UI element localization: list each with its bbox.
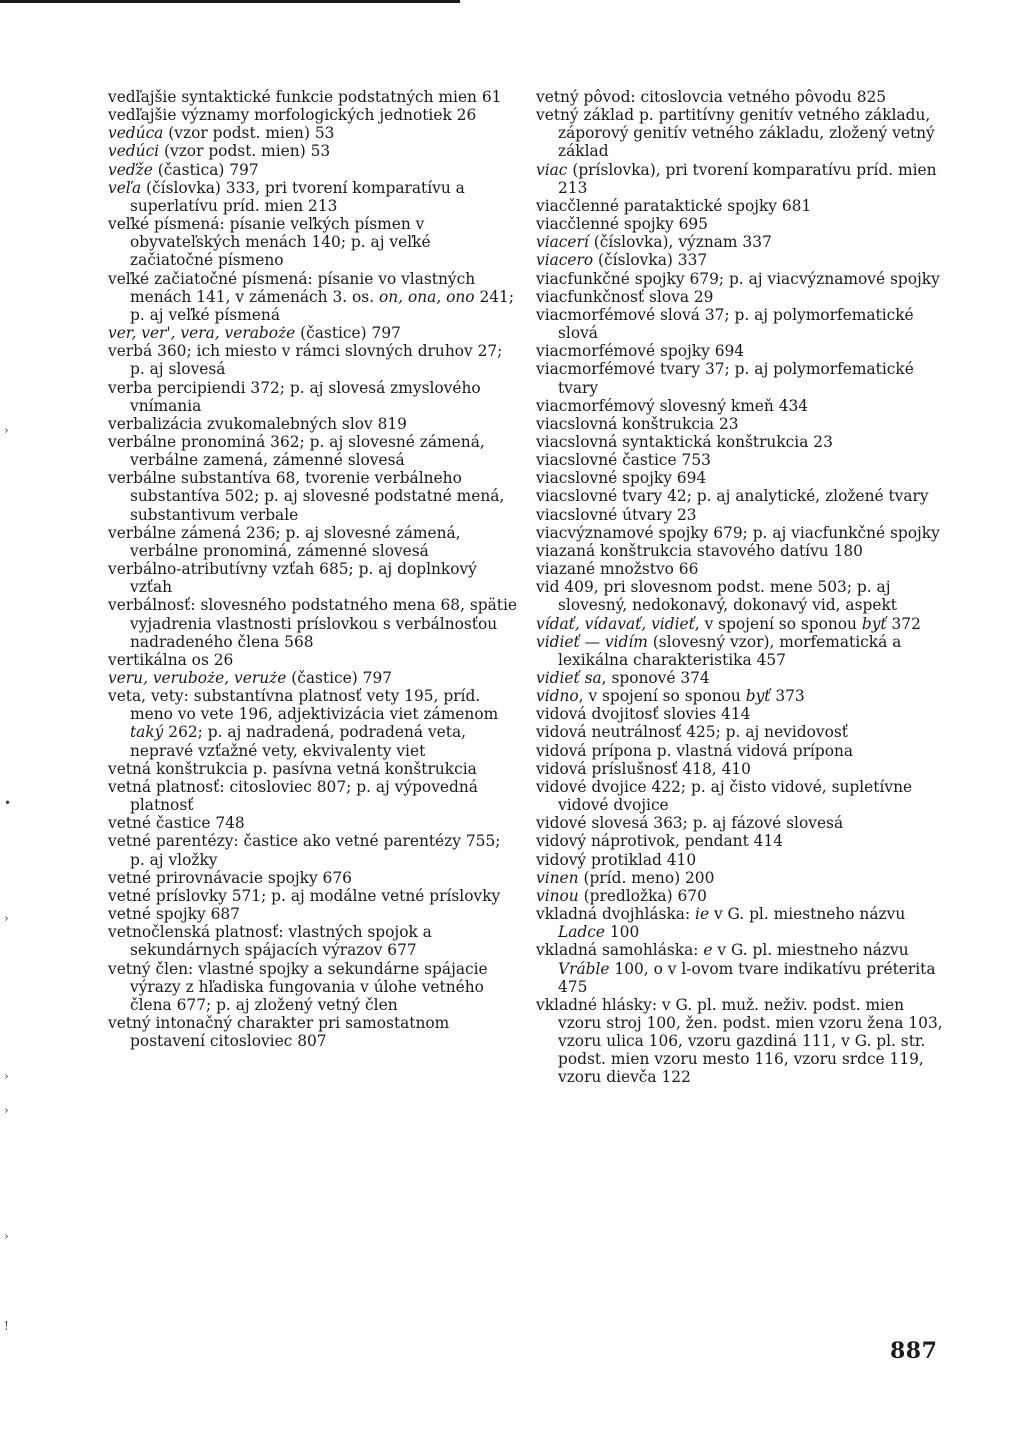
entry-text: (častica) 797: [152, 160, 259, 179]
entry-italic-term: veľa: [108, 178, 142, 197]
index-entry: [536, 197, 946, 215]
index-entry: [536, 705, 946, 723]
entry-italic-term: vedúca: [108, 124, 164, 143]
entry-italic-term: viac: [536, 160, 568, 179]
entry-italic-term: ie: [695, 905, 710, 924]
index-entry: [536, 215, 946, 233]
index-entry: [536, 851, 946, 869]
entry-text: verbá 360; ich miesto v rámci slovných druhov 27; p. aj slovesá: [108, 342, 503, 379]
index-entry: [108, 887, 518, 905]
index-entry: [108, 1014, 518, 1050]
entry-text: viacmorfémový slovesný kmeň 434: [536, 396, 809, 415]
entry-text: viacslovné častice 753: [536, 451, 711, 470]
index-column-left: [108, 88, 518, 1050]
index-entry: [536, 832, 946, 850]
index-entry: [536, 615, 946, 633]
entry-italic-term: Vráble: [558, 959, 610, 978]
index-entry: [108, 324, 518, 342]
entry-text: vidová dvojitosť slovies 414: [536, 705, 751, 724]
entry-italic-term: on, ona, ono: [379, 287, 475, 306]
index-entry: [108, 469, 518, 523]
index-entry: [536, 88, 946, 106]
entry-text: verbálne substantíva 68, tvorenie verbálneho substantíva 502; p. aj slovesné podstatné mená, substantivum verbale: [108, 469, 505, 524]
entry-text: verbálnosť: slovesného podstatného mena 68, spätie vyjadrenia vlastnosti príslovkou s verbálnosťou nadradeného člena 568: [108, 596, 518, 651]
entry-text: viacfunkčné spojky 679; p. aj viacvýznamové spojky: [536, 269, 940, 288]
index-entry: [536, 360, 946, 396]
entry-text: (číslovka) 333, pri tvorení komparatívu a superlatívu príd. mien 213: [130, 178, 465, 215]
entry-text: vetný člen: vlastné spojky a sekundárne spájacie výrazy z hľadiska fungovania v úlohe vetného člena 677; p. aj zložený vetný člen: [108, 959, 488, 1014]
entry-text: (predložka) 670: [578, 886, 707, 905]
index-entry: [536, 397, 946, 415]
entry-text: vetné parentézy: častice ako vetné parentézy 755; p. aj vložky: [108, 832, 501, 869]
margin-mark: ›: [4, 1103, 9, 1117]
index-entry: [536, 760, 946, 778]
index-entry: [536, 814, 946, 832]
entry-italic-term: byť: [745, 687, 771, 706]
entry-text: viacslovná syntaktická konštrukcia 23: [536, 432, 833, 451]
margin-mark: •: [4, 796, 12, 810]
index-entry: [108, 88, 518, 106]
entry-text: (vzor podst. mien) 53: [163, 124, 335, 143]
index-entry: [108, 270, 518, 324]
entry-text: vertikálna os 26: [108, 650, 234, 669]
entry-text: viacslovné tvary 42; p. aj analytické, zložené tvary: [536, 487, 929, 506]
index-entry: [108, 651, 518, 669]
index-entry: [536, 941, 946, 995]
entry-italic-term: veďže: [108, 160, 153, 179]
entry-text: 372: [886, 614, 921, 633]
entry-text: vetné prirovnávacie spojky 676: [108, 868, 352, 887]
entry-text: viacmorfémové slová 37; p. aj polymorfematické slová: [536, 305, 914, 343]
entry-italic-term: vidieť — vidím: [536, 632, 648, 651]
index-entry: [536, 778, 946, 814]
entry-italic-term: veru, veruboże, veruże: [108, 669, 287, 687]
entry-italic-term: vinen: [536, 868, 579, 887]
entry-text: (slovesný vzor), morfematická a lexikálna charakteristika 457: [558, 632, 902, 669]
entry-text: viacčlenné parataktické spojky 681: [536, 196, 812, 215]
entry-text: (častice) 797: [295, 324, 401, 343]
index-entry: [108, 596, 518, 650]
margin-mark: ›: [4, 423, 9, 437]
entry-text: viacfunkčnosť slova 29: [536, 287, 714, 306]
entry-italic-term: viacero: [536, 251, 594, 270]
entry-text: , v spojení so sponou: [578, 687, 746, 706]
entry-text: vkladná samohláska:: [536, 941, 704, 960]
index-entry: [536, 887, 946, 905]
entry-text: viacmorfémové tvary 37; p. aj polymorfematické tvary: [536, 360, 914, 397]
entry-text: vetné spojky 687: [108, 905, 240, 924]
entry-text: vetné príslovky 571; p. aj modálne vetné príslovky: [108, 886, 501, 905]
entry-text: 241; p. aj veľké písmená: [130, 287, 515, 324]
index-entry: [536, 524, 946, 542]
index-entry: [108, 524, 518, 560]
entry-italic-term: vídať, vídavať, vidieť: [536, 614, 695, 633]
entry-text: (číslovka) 337: [593, 251, 708, 270]
index-entry: [108, 161, 518, 179]
entry-text: vetná konštrukcia p. pasívna vetná konštrukcia: [108, 759, 477, 778]
entry-text: veľké písmená: písanie veľkých písmen v obyvateľských menách 140; p. aj veľké začiatočné písmeno: [108, 215, 431, 270]
index-entry: [108, 869, 518, 887]
entry-text: verbalizácia zvukomalebných slov 819: [108, 414, 407, 433]
entry-text: , v spojení so sponou: [694, 614, 862, 633]
index-column-right: [536, 88, 946, 1087]
top-rule: [0, 0, 460, 3]
index-entry: [108, 142, 518, 160]
entry-text: , sponové 374: [601, 669, 710, 687]
entry-text: viacčlenné spojky 695: [536, 215, 708, 234]
index-entry: [536, 487, 946, 505]
entry-text: vidový náprotivok, pendant 414: [536, 832, 784, 851]
entry-text: vidová príslušnosť 418, 410: [536, 759, 751, 778]
index-entry: [536, 106, 946, 160]
index-entry: [108, 342, 518, 378]
entry-italic-term: Ladce: [558, 923, 605, 942]
index-entry: [108, 415, 518, 433]
entry-text: (príd. meno) 200: [578, 868, 715, 887]
entry-text: viacmorfémové spojky 694: [536, 342, 745, 361]
entry-text: 262; p. aj nadradená, podradená veta, nepravé vzťažné vety, ekvivalenty viet: [130, 723, 467, 760]
entry-text: vid 409, pri slovesnom podst. mene 503; p. aj slovesný, nedokonavý, dokonavý vid, aspekt: [536, 578, 897, 615]
entry-text: vkladná dvojhláska:: [536, 905, 696, 924]
entry-text: vetnočlenská platnosť: vlastných spojok a sekundárnych spájacích výrazov 677: [108, 923, 432, 960]
entry-text: vidový protiklad 410: [536, 850, 697, 869]
index-entry: [536, 506, 946, 524]
index-entry: [536, 270, 946, 288]
entry-text: vedľajšie významy morfologických jednotiek 26: [108, 106, 477, 125]
index-entry: [536, 451, 946, 469]
index-entry: [108, 379, 518, 415]
entry-text: viacslovná konštrukcia 23: [536, 414, 739, 433]
index-entry: [536, 415, 946, 433]
index-entry: [108, 905, 518, 923]
index-entry: [108, 760, 518, 778]
entry-text: (vzor podst. mien) 53: [159, 142, 331, 161]
margin-mark: ›: [4, 1069, 9, 1083]
index-entry: [108, 124, 518, 142]
index-entry: [108, 687, 518, 760]
entry-text: vetný pôvod: citoslovcia vetného pôvodu 825: [536, 88, 887, 106]
index-entry: [108, 560, 518, 596]
entry-text: (častice) 797: [286, 669, 393, 687]
entry-text: vidové slovesá 363; p. aj fázové slovesá: [536, 814, 844, 833]
entry-text: vedľajšie syntaktické funkcie podstatných mien 61: [108, 88, 502, 106]
index-entry: [536, 723, 946, 741]
index-entry: [536, 161, 946, 197]
index-entry: [536, 687, 946, 705]
entry-italic-term: vidno: [536, 687, 579, 706]
entry-text: viacslovné spojky 694: [536, 469, 707, 488]
entry-italic-term: byť: [861, 614, 887, 633]
index-entry: [108, 814, 518, 832]
entry-text: v G. pl. miestneho názvu: [709, 905, 906, 924]
index-entry: [108, 778, 518, 814]
entry-text: veta, vety: substantívna platnosť vety 195, príd. meno vo vete 196, adjektivizácia viet zámenom: [108, 687, 499, 724]
entry-italic-term: vedúci: [108, 142, 160, 161]
margin-mark: ›: [4, 1229, 9, 1243]
index-entry: [108, 832, 518, 868]
entry-italic-term: vinou: [536, 886, 579, 905]
entry-text: verbálno-atributívny vzťah 685; p. aj doplnkový vzťah: [108, 560, 477, 597]
entry-text: v G. pl. miestneho názvu: [712, 941, 909, 960]
entry-text: (príslovka), pri tvorení komparatívu príd. mien 213: [558, 160, 937, 197]
index-entry: [108, 960, 518, 1014]
margin-mark: !: [4, 1319, 9, 1333]
entry-italic-term: ver, ver', vera, veraboże: [108, 324, 296, 343]
index-entry: [108, 433, 518, 469]
entry-italic-term: vidieť sa: [536, 669, 602, 687]
index-entry: [536, 233, 946, 251]
margin-mark: ›: [4, 911, 9, 925]
index-entry: [536, 288, 946, 306]
index-entry: [536, 905, 946, 941]
entry-text: viacslovné útvary 23: [536, 505, 697, 524]
index-entry: [108, 179, 518, 215]
index-entry: [108, 923, 518, 959]
entry-text: verbálne pronominá 362; p. aj slovesné zámená, verbálne zamená, zámenné slovesá: [108, 432, 485, 470]
index-entry: [536, 433, 946, 451]
entry-text: vetný intonačný charakter pri samostatnom postavení citosloviec 807: [108, 1013, 450, 1051]
index-entry: [536, 306, 946, 342]
index-entry: [108, 669, 518, 687]
index-entry: [536, 633, 946, 669]
entry-text: vidové dvojice 422; p. aj čisto vidové, supletívne vidové dvojice: [536, 777, 913, 815]
entry-text: viazaná konštrukcia stavového datívu 180: [536, 541, 863, 560]
index-entry: [536, 542, 946, 560]
entry-text: viazané množstvo 66: [536, 560, 699, 579]
index-entry: [536, 742, 946, 760]
entry-text: vkladné hlásky: v G. pl. muž. neživ. podst. mien vzoru stroj 100, žen. podst. mien vzoru žena 103, vzoru ulica 106, vzoru gazdiná 111, v G. pl. str. podst. mien vzoru mesto 116, vzoru srdce 119, vzoru dievča 122: [536, 995, 943, 1087]
entry-text: veľké začiatočné písmená: písanie vo vlastných menách 141, v zámenách 3. os.: [108, 269, 476, 306]
page-number: 887: [890, 1338, 938, 1364]
entry-text: 100, o v l-ovom tvare indikatívu préterita 475: [558, 959, 936, 996]
index-entry: [536, 469, 946, 487]
index-entry: [536, 869, 946, 887]
index-entry: [536, 996, 946, 1087]
entry-text: 373: [770, 687, 805, 706]
entry-text: viacvýznamové spojky 679; p. aj viacfunkčné spojky: [536, 523, 940, 542]
entry-text: 100: [604, 923, 640, 942]
entry-text: verbálne zámená 236; p. aj slovesné zámená, verbálne pronominá, zámenné slovesá: [108, 523, 461, 560]
index-entry: [108, 215, 518, 269]
entry-italic-term: viacerí: [536, 233, 589, 252]
entry-text: vetný základ p. partitívny genitív vetného základu, záporový genitív vetného základu, zložený vetný základ: [536, 106, 935, 161]
index-entry: [536, 578, 946, 614]
index-entry: [536, 251, 946, 269]
entry-italic-term: taký: [130, 723, 164, 742]
index-entry: [536, 342, 946, 360]
index-entry: [108, 106, 518, 124]
entry-italic-term: e: [703, 941, 713, 960]
entry-text: vidová prípona p. vlastná vidová prípona: [536, 741, 854, 760]
index-entry: [536, 669, 946, 687]
entry-text: (číslovka), význam 337: [588, 233, 772, 252]
entry-text: vetné častice 748: [108, 814, 245, 833]
index-entry: [536, 560, 946, 578]
entry-text: vidová neutrálnosť 425; p. aj nevidovosť: [536, 723, 848, 742]
entry-text: verba percipiendi 372; p. aj slovesá zmyslového vnímania: [108, 378, 481, 415]
entry-text: vetná platnosť: citosloviec 807; p. aj výpovedná platnosť: [108, 777, 478, 815]
